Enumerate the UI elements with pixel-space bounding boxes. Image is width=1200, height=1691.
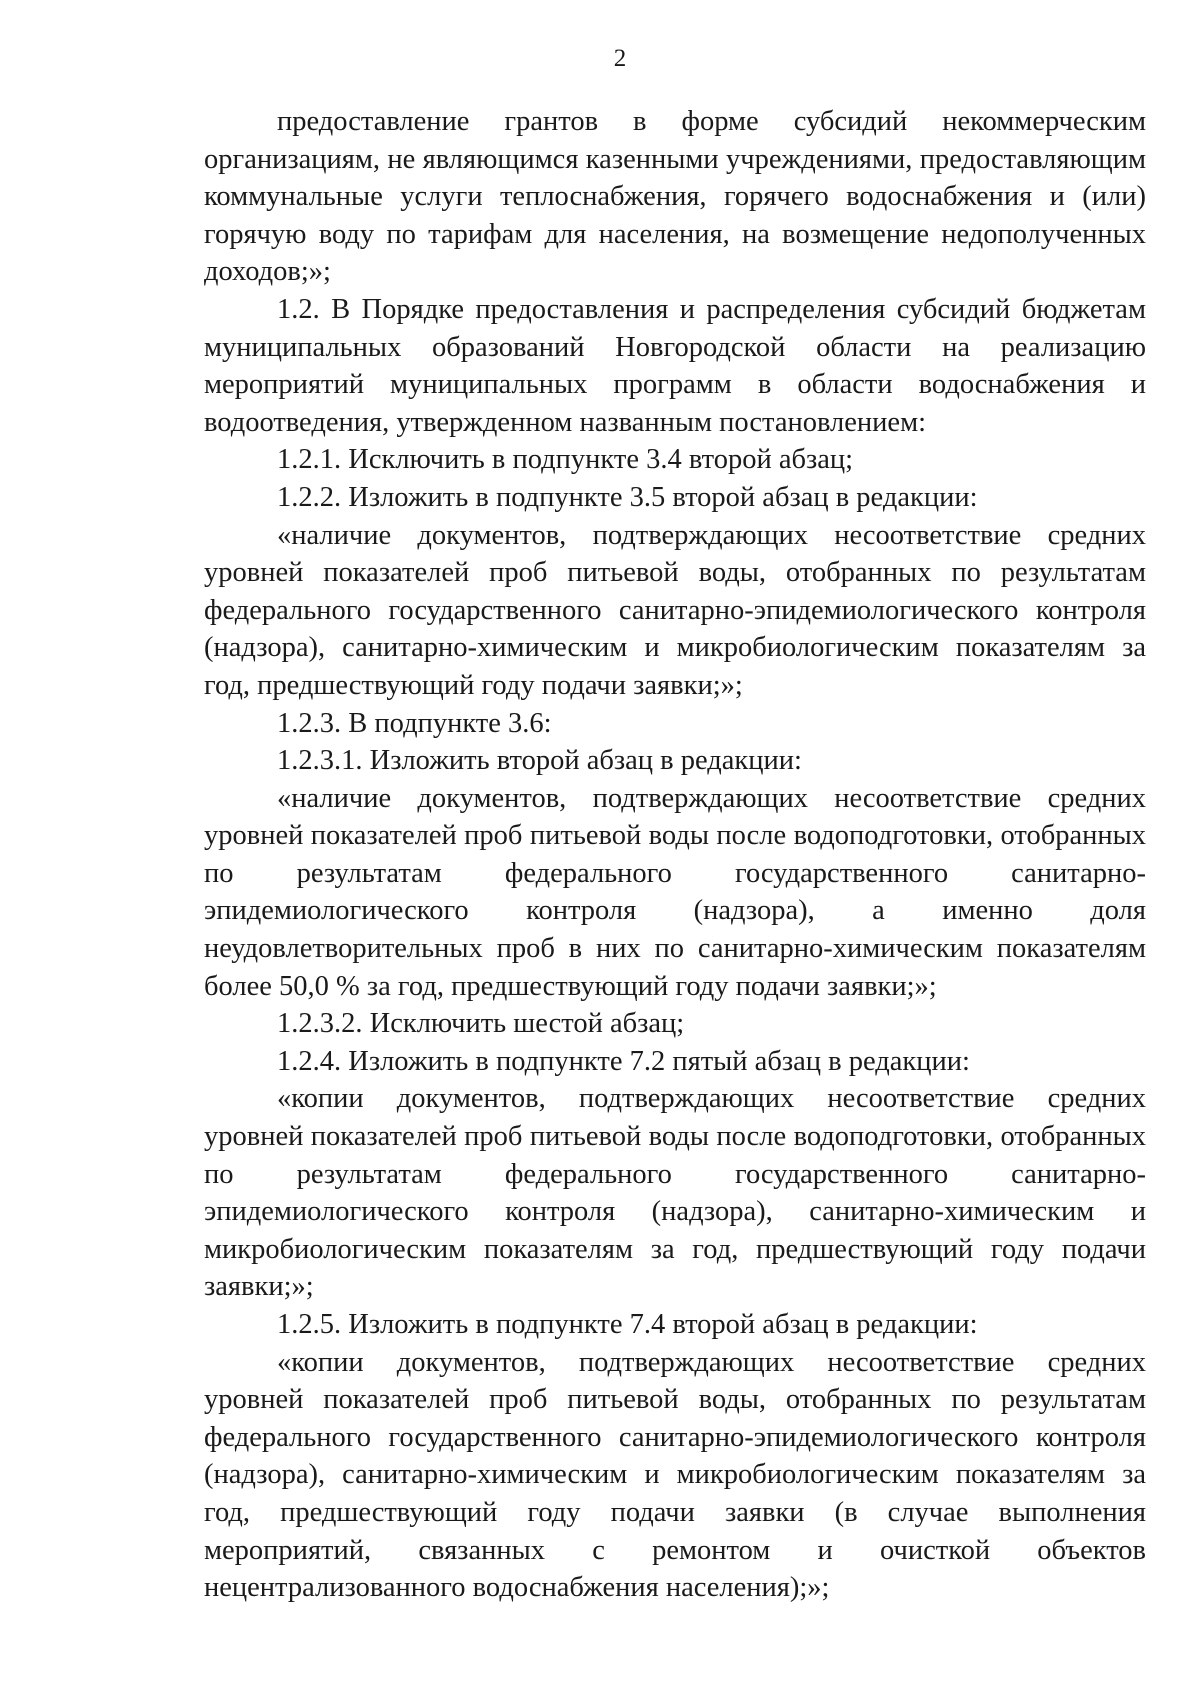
- paragraph: 1.2.3.1. Изложить второй абзац в редакции:: [277, 745, 802, 777]
- paragraph: 1.2. В Порядке предоставления и распределения субсидий бюджетам муниципальных образований Новгородской области на реализацию мероприятий муниципальных программ в области водоснабжения и водоотведения, утвержденном названным постановлением:: [204, 293, 1146, 438]
- paragraph: «наличие документов, подтверждающих несоответствие средних уровней показателей проб питьевой воды, отобранных по результатам федерального государственного санитарно-эпидемиологического контроля (надзора), санитарно-химическим и микробиологическим показателям за год, предшествующий году подачи заявки;»;: [204, 519, 1146, 701]
- paragraph: 1.2.4. Изложить в подпункте 7.2 пятый абзац в редакции:: [277, 1045, 970, 1077]
- paragraph: «копии документов, подтверждающих несоответствие средних уровней показателей проб питьевой воды после водоподготовки, отобранных по результатам федерального государственного санитарно-эпидемиологического контроля (надзора), санитарно-химическим и микробиологическим показателям за год, предшествующий году подачи заявки;»;: [204, 1083, 1146, 1303]
- paragraph: «копии документов, подтверждающих несоответствие средних уровней показателей проб питьевой воды, отобранных по результатам федерального государственного санитарно-эпидемиологического контроля (надзора), санитарно-химическим и микробиологическим показателям за год, предшествующий году подачи заявки (в случае выполнения мероприятий, связанных с ремонтом и очисткой объектов нецентрализованного водоснабжения населения);»;: [204, 1346, 1146, 1604]
- page-number: 2: [613, 45, 627, 72]
- paragraph: 1.2.5. Изложить в подпункте 7.4 второй абзац в редакции:: [277, 1309, 978, 1340]
- paragraph: 1.2.3.2. Исключить шестой абзац;: [277, 1008, 685, 1040]
- paragraph: 1.2.3. В подпункте 3.6:: [277, 707, 552, 739]
- document-body: [204, 103, 1146, 1607]
- paragraph: 1.2.1. Исключить в подпункте 3.4 второй абзац;: [277, 444, 854, 476]
- paragraph: предоставление грантов в форме субсидий некоммерческим организациям, не являющимся казенными учреждениями, предоставляющим коммунальные услуги теплоснабжения, горячего водоснабжения и (или) горячую воду по тарифам для населения, на возмещение недополученных доходов;»;: [204, 106, 1146, 288]
- paragraph: «наличие документов, подтверждающих несоответствие средних уровней показателей проб питьевой воды после водоподготовки, отобранных по результатам федерального государственного санитарно-эпидемиологического контроля (надзора), а именно доля неудовлетворительных проб в них по санитарно-химическим показателям более 50,0 % за год, предшествующий году подачи заявки;»;: [204, 782, 1146, 1002]
- paragraph: 1.2.2. Изложить в подпункте 3.5 второй абзац в редакции:: [277, 481, 978, 513]
